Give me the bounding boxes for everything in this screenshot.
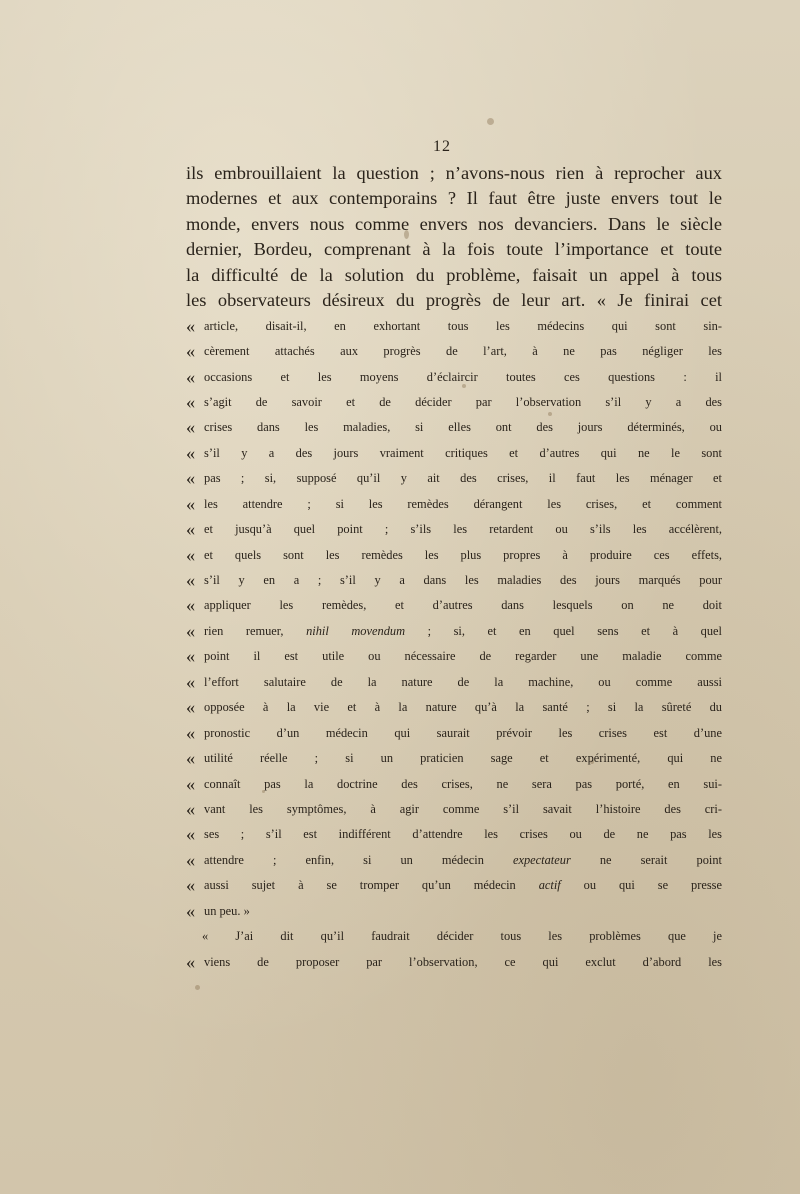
body-text	[186, 161, 722, 975]
quoted-text: et jusqu’à quel point ; s’ils les retardent ou s’ils les accélèrent,	[204, 522, 722, 537]
text-line	[186, 721, 722, 746]
text-line	[186, 415, 722, 440]
text-line	[186, 772, 722, 797]
quote-mark: «	[186, 798, 196, 819]
text-line	[186, 314, 722, 339]
quote-mark: «	[186, 951, 196, 972]
ink-stain	[195, 985, 200, 990]
text-line	[186, 899, 722, 924]
quoted-text: pronostic d’un médecin qui saurait prévoir les crises est d’une	[204, 725, 722, 740]
quoted-text: article, disait-il, en exhortant tous les médecins qui sont sin-	[204, 318, 722, 333]
quote-mark: «	[186, 468, 196, 489]
quote-mark: «	[186, 493, 196, 514]
text-line	[186, 746, 722, 771]
quoted-text: connaît pas la doctrine des crises, ne sera pas porté, en sui-	[204, 776, 722, 791]
quoted-text: occasions et les moyens d’éclaircir toutes ces questions : il	[204, 369, 722, 384]
quote-mark: «	[186, 646, 196, 667]
text-segment: ne serait point	[570, 852, 722, 867]
quoted-text: ses ; s’il est indifférent d’attendre les crises ou de ne pas les	[204, 827, 722, 842]
quoted-text: pas ; si, supposé qu’il y ait des crises, il faut les ménager et	[204, 471, 722, 486]
text-line	[186, 695, 722, 720]
text-line	[186, 365, 722, 390]
text-line	[186, 517, 722, 542]
text-line	[186, 441, 722, 466]
text-segment: attendre ; enfin, si un médecin	[204, 852, 513, 867]
quote-mark: «	[186, 875, 196, 896]
text-line	[186, 848, 722, 873]
text-line	[186, 568, 722, 593]
quote-mark: «	[186, 544, 196, 565]
text-line: dernier, Bordeu, comprenant à la fois toute l’importance et toute	[186, 239, 722, 260]
quote-mark: «	[186, 417, 196, 438]
text-line: « J’ai dit qu’il faudrait décider tous les problèmes que je	[202, 929, 722, 944]
quote-mark: «	[186, 341, 196, 362]
text-line: modernes et aux contemporains ? Il faut être juste envers tout le	[186, 188, 722, 209]
quoted-text: crises dans les maladies, si elles ont des jours déterminés, ou	[204, 420, 722, 435]
italic-phrase: expectateur	[512, 852, 571, 867]
ink-stain	[487, 118, 494, 125]
text-line	[186, 644, 722, 669]
text-line	[186, 822, 722, 847]
quote-mark: «	[186, 773, 196, 794]
text-line	[186, 873, 722, 898]
quoted-text: vant les symptômes, à agir comme s’il savait l’histoire des cri-	[204, 801, 722, 816]
quoted-text: et quels sont les remèdes les plus propres à produire ces effets,	[204, 547, 722, 562]
text-segment: rien remuer,	[204, 623, 307, 638]
quoted-text: cèrement attachés aux progrès de l’art, à ne pas négliger les	[204, 344, 722, 359]
text-line	[186, 390, 722, 415]
quote-mark: «	[186, 570, 196, 590]
text-line: monde, envers nous comme envers nos devanciers. Dans le siècle	[186, 213, 722, 234]
quoted-text: s’il y en a ; s’il y a dans les maladies des jours marqués pour	[204, 573, 722, 587]
quote-mark: «	[186, 748, 196, 769]
quote-mark: «	[186, 671, 196, 692]
text-segment: aussi sujet à se tromper qu’un médecin	[204, 878, 539, 893]
text-line: la difficulté de la solution du problème, faisait un appel à tous	[186, 264, 722, 285]
quote-mark: «	[186, 722, 196, 743]
quote-mark: «	[186, 595, 196, 616]
text-segment: ou qui se presse	[560, 878, 722, 893]
quote-mark: «	[186, 620, 196, 641]
quoted-text: point il est utile ou nécessaire de regarder une maladie comme	[204, 649, 722, 664]
italic-phrase: actif	[538, 878, 561, 893]
quoted-text: appliquer les remèdes, et d’autres dans lesquels on ne doit	[204, 598, 722, 613]
text-line	[186, 797, 722, 822]
quoted-text: les attendre ; si les remèdes dérangent les crises, et comment	[204, 496, 722, 511]
quote-mark: «	[186, 442, 196, 463]
quote-mark: «	[186, 519, 196, 540]
text-line: les observateurs désireux du progrès de leur art. « Je finirai cet	[186, 290, 722, 311]
italic-phrase: nihil movendum	[306, 623, 406, 638]
quote-mark: «	[186, 315, 196, 336]
quoted-text: l’effort salutaire de la nature de la machine, ou comme aussi	[204, 674, 722, 689]
quote-mark: «	[186, 366, 196, 387]
quote-mark: «	[186, 391, 196, 412]
text-line	[186, 619, 722, 644]
quote-mark: «	[186, 697, 196, 718]
text-line	[186, 543, 722, 568]
text-line	[186, 950, 722, 975]
quoted-text: utilité réelle ; si un praticien sage et expérimenté, qui ne	[204, 751, 722, 766]
quote-mark: «	[186, 824, 196, 845]
quoted-text: opposée à la vie et à la nature qu’à la santé ; si la sûreté du	[204, 700, 722, 715]
text-line	[186, 492, 722, 517]
page-number: 12	[433, 138, 451, 155]
text-segment: ; si, et en quel sens et à quel	[405, 623, 722, 638]
quoted-text: s’il y a des jours vraiment critiques et d’autres qui ne le sont	[204, 445, 722, 460]
quote-mark: «	[186, 849, 196, 870]
quoted-text	[186, 848, 722, 873]
text-line	[186, 670, 722, 695]
text-line: ils embrouillaient la question ; n’avons-nous rien à reprocher aux	[186, 163, 722, 183]
quoted-text	[186, 619, 722, 644]
quote-mark: «	[186, 900, 196, 921]
quoted-text: s’agit de savoir et de décider par l’observation s’il y a des	[204, 394, 722, 409]
text-line	[186, 466, 722, 491]
text-line	[186, 339, 722, 364]
quoted-text	[186, 873, 722, 898]
text-line	[186, 593, 722, 618]
quoted-text: viens de proposer par l’observation, ce qui exclut d’abord les	[204, 954, 722, 969]
quoted-text: un peu. »	[204, 903, 250, 918]
